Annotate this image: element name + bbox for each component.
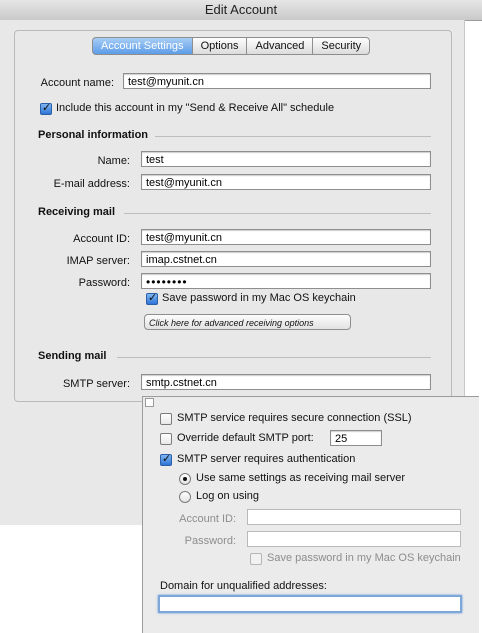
tab-advanced[interactable]: Advanced: [247, 37, 313, 55]
password-label: Password:: [78, 277, 130, 289]
smtp-server-field[interactable]: smtp.cstnet.cn: [141, 374, 431, 390]
email-label: E-mail address:: [53, 178, 130, 190]
account-name-field[interactable]: test@myunit.cn: [123, 73, 431, 89]
window-title: Edit Account: [0, 0, 482, 21]
tab-bar: [92, 37, 370, 53]
account-id-label: Account ID:: [73, 233, 130, 245]
smtp-port-field[interactable]: 25: [330, 430, 382, 446]
override-port-label: Override default SMTP port:: [177, 432, 314, 444]
save-password-label: Save password in my Mac OS keychain: [162, 292, 356, 304]
override-port-checkbox[interactable]: [160, 433, 172, 445]
domain-field[interactable]: [158, 595, 462, 613]
smtp-save-password-label: Save password in my Mac OS keychain: [267, 552, 461, 564]
use-same-settings-radio[interactable]: [179, 473, 191, 485]
smtp-account-id-label: Account ID:: [179, 513, 236, 525]
password-field[interactable]: ••••••••: [141, 273, 431, 289]
account-id-field[interactable]: test@myunit.cn: [141, 229, 431, 245]
ssl-checkbox[interactable]: [160, 413, 172, 425]
smtp-auth-checkbox[interactable]: [160, 454, 172, 466]
email-field[interactable]: test@myunit.cn: [141, 174, 431, 190]
personal-info-heading: Personal information: [38, 129, 149, 141]
name-label: Name:: [97, 155, 130, 167]
log-on-using-radio[interactable]: [179, 491, 191, 503]
resize-handle-icon[interactable]: [145, 398, 154, 407]
include-account-label: Include this account in my "Send & Receive All" schedule: [56, 102, 335, 114]
section-divider: [155, 136, 431, 137]
smtp-account-id-field[interactable]: [247, 509, 461, 525]
domain-label: Domain for unqualified addresses:: [160, 580, 327, 592]
smtp-auth-label: SMTP server requires authentication: [177, 453, 356, 465]
tab-security[interactable]: Security: [313, 37, 370, 55]
name-field[interactable]: test: [141, 151, 431, 167]
section-divider: [124, 213, 431, 214]
imap-server-field[interactable]: imap.cstnet.cn: [141, 251, 431, 267]
smtp-password-label: Password:: [184, 535, 236, 547]
receiving-mail-heading: Receiving mail: [38, 206, 116, 218]
ssl-label: SMTP service requires secure connection (SSL): [177, 412, 412, 424]
save-password-checkbox[interactable]: [146, 293, 158, 305]
smtp-password-field[interactable]: [247, 531, 461, 547]
sending-mail-heading: Sending mail: [38, 350, 107, 362]
advanced-receiving-options-button[interactable]: Click here for advanced receiving options: [144, 314, 351, 330]
imap-server-label: IMAP server:: [66, 255, 130, 267]
tab-options[interactable]: Options: [193, 37, 248, 55]
log-on-using-label: Log on using: [196, 490, 259, 502]
smtp-server-label: SMTP server:: [62, 378, 130, 390]
tab-account-settings[interactable]: Account Settings: [92, 37, 193, 55]
account-name-label: Account name:: [40, 77, 114, 89]
include-account-checkbox[interactable]: [40, 103, 52, 115]
use-same-settings-label: Use same settings as receiving mail server: [196, 472, 406, 484]
section-divider: [117, 357, 431, 358]
smtp-save-password-checkbox[interactable]: [250, 553, 262, 565]
